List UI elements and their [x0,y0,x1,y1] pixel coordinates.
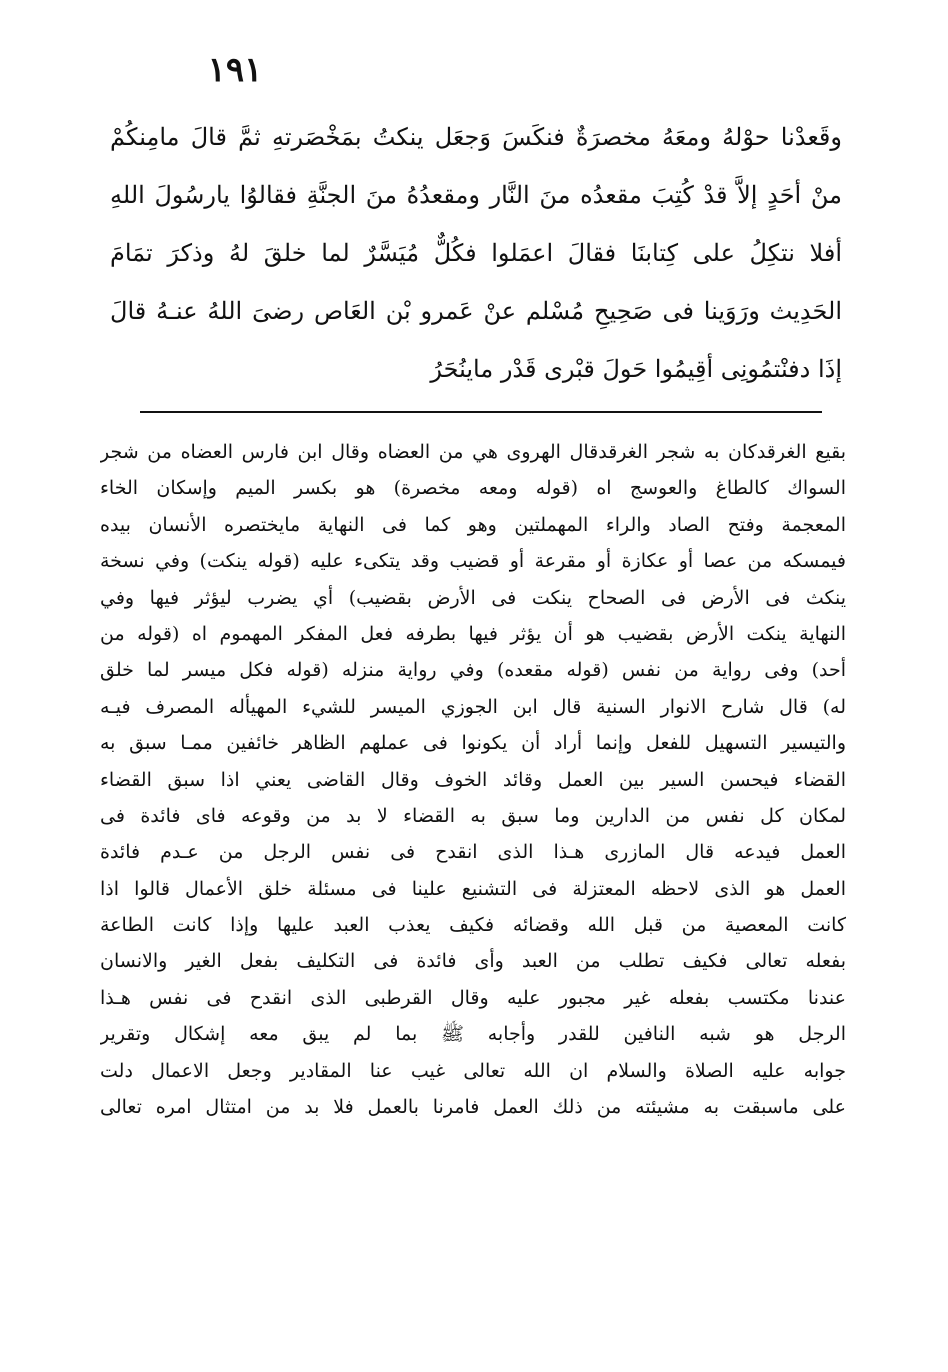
main-text-line: الحَدِيث ورَوَينا فى صَحِيحِ مُسْلم عنْ عَمرو بْن العَاص رضىَ اللهُ عنـهُ قالَ [110,297,842,325]
footnote-line: لمكان كل نفس من الدارين وما سبق به القضاء لا بد من وقوعه فاى فائدة فى [100,804,846,827]
footnote-line: القضاء فيحسن السير بين العمل وقائد الخوف وقال القاضى يعني اذا سبق القضاء [100,768,846,791]
footnote-line: على ماسبقت به مشيئته من ذلك العمل فامرنا بالعمل فلا بد من امتثال امره تعالى [100,1096,846,1119]
footnote-line: السواك كالطاغ والعوسج اه (قوله ومعه مخصرة) هو بكسر الميم وإسكان الخاء [100,477,846,500]
footnote-line: النهاية ينكت الأرض بقضيب هو أن يؤثر فيها بطرفه فعل المفكر المهموم اه (قوله من [100,622,846,645]
footnote-line: فيمسكه من عصا أو عكازة أو مقرعة أو قضيب وقد يتكىء عليه (قوله ينكت) وفي نسخة [100,550,846,573]
footnote-line: المعجمة وفتح الصاد والراء المهملتين وهو كما فى النهاية مايختصره الأنسان بيده [100,513,846,536]
footnote-line: كانت المعصية من قبل الله وقضائه فكيف يعذب العبد عليها وإذا كانت الطاعة [100,914,846,937]
footnote-line: عندنا مكتسب بفعله غير مجبور عليه وقال القرطبى الذى انقدح فى نفس هـذا [100,986,846,1009]
footnote-line: العمل فيدعه قال المازرى هـذا الذى انقدح فى نفس الرجل من عـدم فائدة [100,841,846,864]
footnote-divider [140,411,822,413]
footnote-line: والتيسير التسهيل للفعل وإنما أراد أن يكونوا فى عملهم الظاهر خائفين ممـا سبق به [100,732,846,755]
main-text-line: إذَا دفنْتمُونِى أقِيمُوا حَولَ قبْرى قَدْر ماينُحَرُ [430,355,842,383]
footnote-line: بقيع الغرقدكان به شجر الغرقدقال الهروى هي من العضاه وقال ابن فارس العضاه من شجر [100,441,846,463]
footnotes-block [100,434,846,1125]
main-text-line: أفلا نتكِلُ على كِتابنَا فقالَ اعمَلوا فكُلٌّ مُيَسَّرٌ لما خلقَ لهُ وذكرَ تمَامَ [110,239,842,267]
footnote-line: له) قال شارح الانوار السنية قال ابن الجوزي الميسر للشيء المهيأله المصرف فيـه [100,695,846,718]
page-number: ١٩١ [207,50,263,90]
footnote-line: الرجل هو شبه النافين للقدر وأجابه ﷺ بما لم يبق معه إشكال وتقرير [100,1023,846,1046]
footnote-line: جوابه عليه الصلاة والسلام ان الله تعالى غيب عنا المقادير وجعل الاعمال دلت [100,1059,846,1082]
footnote-line: ينكث فى الأرض فى الصحاح ينكت فى الأرض بقضيب) أي يضرب ليؤثر فيها وفي [100,586,846,609]
main-text-line: وقَعدْنا حوْلهُ ومعَهُ مخصرَةٌ فنكَسَ وَجعَل ينكتُ بمَخْصَرتهِ ثمَّ قالَ مامِنكُمْ [110,123,842,151]
main-text-line: منْ أحَدٍ إلاَّ قدْ كُتِبَ مقعدُه منَ النَّار ومقعدُهُ منَ الجنَّةِ فقالوُا يارسُولَ اللهِ [110,181,842,209]
footnote-line: بفعله تعالى فكيف تطلب من العبد وأى فائدة فى التكليف بفعل الغير والانسان [100,950,846,973]
footnote-line: أحد) وفى رواية من نفس (قوله مقعده) وفي رواية منزله (قوله فكل ميسر لما خلق [100,659,846,682]
main-text-block [110,108,842,398]
footnote-line: العمل هو الذى لاحظه المعتزلة فى التشنيع علينا فى مسئلة خلق الأعمال قالوا اذا [100,877,846,900]
